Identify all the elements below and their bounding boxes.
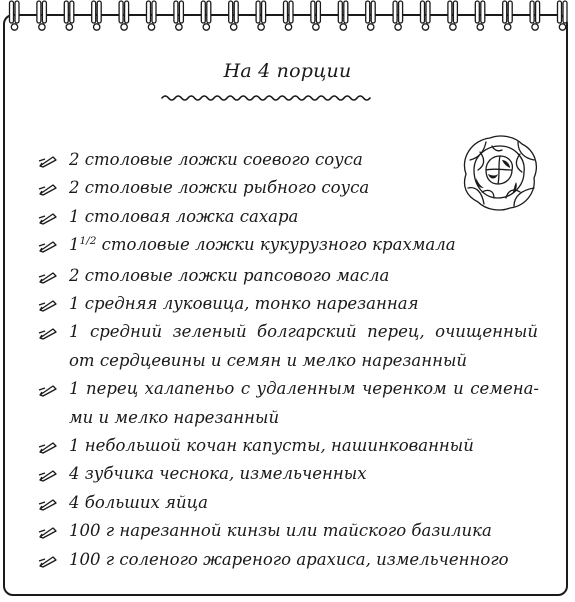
ingredient-item: [38, 318, 538, 375]
pencil-bullet-icon: [38, 154, 57, 168]
ingredient-text: столовые ложки кукурузного крахмала: [96, 235, 456, 255]
spiral-ring: [119, 1, 129, 30]
spiral-ring: [366, 1, 376, 30]
pencil-bullet-icon: [38, 497, 57, 511]
spiral-ring: [10, 1, 20, 30]
ingredient-text: 4 зубчика чеснока, измельченных: [69, 464, 367, 484]
spiral-ring: [256, 1, 266, 30]
ingredient-text: 1 перец халапеньо с удаленным черенком и семена-ми и мелко нарезанный: [69, 379, 539, 427]
spiral-ring: [448, 1, 458, 30]
spiral-ring: [201, 1, 211, 30]
ingredient-text: 1 средняя луковица, тонко нарезанная: [69, 294, 419, 314]
ingredient-text: 2 столовые ложки соевого соуса: [69, 150, 363, 169]
ingredient-text: 1 столовая ложка сахара: [69, 206, 299, 226]
ingredient-item: [38, 489, 538, 517]
pencil-bullet-icon: [38, 383, 57, 397]
ingredient-item: [38, 290, 538, 318]
ingredient-item: [38, 146, 538, 174]
ingredient-text: 1 небольшой кочан капусты, нашинкованный: [69, 436, 474, 456]
ingredient-item: [38, 174, 538, 202]
spiral-ring: [421, 1, 431, 30]
spiral-ring: [92, 1, 102, 30]
ingredient-item: [38, 460, 538, 488]
ingredient-quantity-fraction: 1/2: [79, 235, 97, 248]
ingredient-text: 100 г соленого жареного арахиса, измельченного: [69, 549, 509, 569]
spiral-ring: [530, 1, 540, 30]
spiral-ring: [147, 1, 157, 30]
ingredient-item: [38, 203, 538, 231]
servings-heading: На 4 порции: [223, 60, 352, 82]
spiral-ring: [284, 1, 294, 30]
wavy-divider-icon: [160, 91, 372, 105]
spiral-binding-icon: [0, 0, 575, 34]
pencil-bullet-icon: [38, 239, 57, 253]
pencil-bullet-icon: [38, 525, 57, 539]
ingredient-item: [38, 375, 539, 432]
ingredient-item: [38, 231, 538, 261]
pencil-bullet-icon: [38, 182, 57, 196]
spiral-ring: [338, 1, 348, 30]
spiral-ring: [558, 1, 568, 30]
pencil-bullet-icon: [38, 326, 57, 340]
ingredient-text: 100 г нарезанной кинзы или тайского базилика: [69, 521, 492, 541]
ingredient-text: 4 больших яйца: [69, 492, 208, 512]
pencil-bullet-icon: [38, 211, 57, 225]
ingredient-quantity-whole: 1: [69, 235, 80, 255]
spiral-ring: [174, 1, 184, 30]
spiral-ring: [64, 1, 74, 30]
ingredient-item: [38, 262, 538, 290]
spiral-ring: [37, 1, 47, 30]
spiral-ring: [311, 1, 321, 30]
pencil-bullet-icon: [38, 440, 57, 454]
ingredient-text: 1 средний зеленый болгарский перец, очищенный от сердцевины и семян и мелко нарезанный: [69, 322, 538, 370]
pencil-bullet-icon: [38, 270, 57, 284]
pencil-bullet-icon: [38, 554, 57, 568]
spiral-ring: [475, 1, 485, 30]
ingredient-list: [38, 146, 538, 574]
spiral-ring: [393, 1, 403, 30]
ingredient-item: [38, 432, 538, 460]
ingredient-item: [38, 546, 538, 574]
spiral-ring: [229, 1, 239, 30]
ingredient-text: 2 столовые ложки рыбного соуса: [69, 178, 370, 198]
ingredient-text: 2 столовые ложки рапсового масла: [69, 265, 390, 285]
ingredient-item: [38, 517, 538, 545]
spiral-ring: [503, 1, 513, 30]
pencil-bullet-icon: [38, 468, 57, 482]
pencil-bullet-icon: [38, 298, 57, 312]
